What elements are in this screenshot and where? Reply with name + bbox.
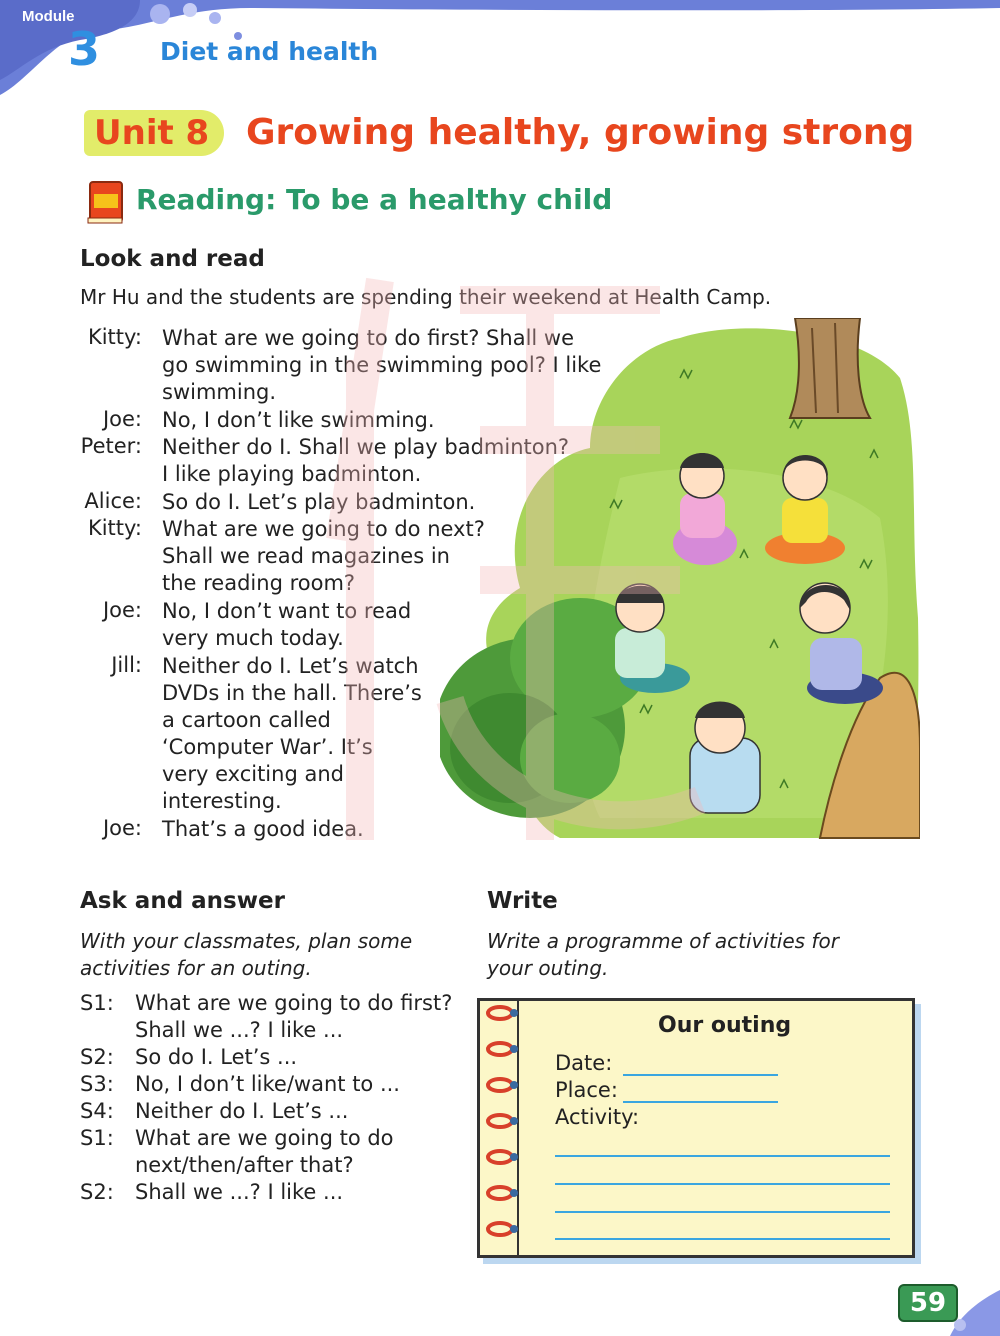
activity-field[interactable] xyxy=(555,1155,890,1157)
spiral-ring-icon xyxy=(484,1218,530,1240)
speaker-label: S1: xyxy=(80,1126,114,1150)
prompt-text: Neither do I. Let’s ... xyxy=(135,1099,349,1123)
activity-field[interactable] xyxy=(555,1211,890,1213)
module-header-band xyxy=(0,0,1000,95)
prompt-text: Shall we ...? I like ... xyxy=(135,1180,344,1204)
dialogue-text: very much today. xyxy=(162,626,344,650)
dialogue-text: interesting. xyxy=(162,789,282,813)
write-heading: Write xyxy=(487,888,558,914)
unit-title: Growing healthy, growing strong xyxy=(246,112,915,153)
dialogue-text: DVDs in the hall. There’s xyxy=(162,681,422,705)
list-item xyxy=(80,1152,354,1179)
dialogue-text: Shall we read magazines in xyxy=(162,544,450,568)
activity-label: Activity: xyxy=(555,1105,640,1129)
look-and-read-intro: Mr Hu and the students are spending their weekend at Health Camp. xyxy=(80,285,772,309)
prompt-text: So do I. Let’s ... xyxy=(135,1045,298,1069)
activity-field[interactable] xyxy=(555,1183,890,1185)
date-field[interactable] xyxy=(623,1074,778,1076)
prompt-text: Shall we ...? I like ... xyxy=(135,1018,344,1042)
ask-answer-list xyxy=(0,990,470,1220)
place-label: Place: xyxy=(555,1078,618,1102)
prompt-text: What are we going to do first? xyxy=(135,991,453,1015)
ask-instruction-line: With your classmates, plan some xyxy=(80,929,413,953)
list-item xyxy=(80,1017,343,1044)
ask-instruction-line: activities for an outing. xyxy=(80,956,312,980)
dialogue-text: a cartoon called xyxy=(162,708,331,732)
list-item xyxy=(80,1044,297,1071)
dialogue-text: I like playing badminton. xyxy=(162,462,422,486)
dialogue-text: What are we going to do first? Shall we xyxy=(162,326,575,350)
dialogue-text: ‘Computer War’. It’s xyxy=(162,735,373,759)
speaker-label: S2: xyxy=(80,1045,114,1069)
dialogue-text: Neither do I. Shall we play badminton? xyxy=(162,435,570,459)
speaker-name: Alice: xyxy=(84,489,142,513)
watermark-logo xyxy=(300,240,720,900)
dialogue-text: very exciting and xyxy=(162,762,344,786)
write-instruction-line: your outing. xyxy=(487,956,609,980)
speaker-name: Kitty: xyxy=(87,516,142,540)
spiral-ring-icon xyxy=(484,1038,530,1060)
prompt-text: What are we going to do xyxy=(135,1126,394,1150)
speaker-name: Joe: xyxy=(102,407,142,431)
speaker-label: S4: xyxy=(80,1099,114,1123)
unit-label: Unit 8 xyxy=(94,113,210,153)
module-number: 3 xyxy=(68,22,101,76)
speaker-name: Joe: xyxy=(102,598,142,622)
prompt-text: next/then/after that? xyxy=(135,1153,354,1177)
book-icon xyxy=(84,178,128,226)
speaker-name: Joe: xyxy=(102,816,142,840)
spiral-ring-icon xyxy=(484,1182,530,1204)
dialogue-text: What are we going to do next? xyxy=(162,517,485,541)
page-number: 59 xyxy=(898,1284,958,1322)
place-field[interactable] xyxy=(623,1101,778,1103)
speaker-name: Peter: xyxy=(80,434,142,458)
dialogue-text: That’s a good idea. xyxy=(162,817,364,841)
dialogue-text: No, I don’t like swimming. xyxy=(162,408,435,432)
write-instruction-line: Write a programme of activities for xyxy=(487,929,839,953)
dialogue-text: No, I don’t want to read xyxy=(162,599,412,623)
list-item xyxy=(80,1071,400,1098)
speaker-name: Kitty: xyxy=(87,325,142,349)
module-label: Module xyxy=(22,8,75,25)
notebook-title: Our outing xyxy=(658,1013,792,1038)
spiral-ring-icon xyxy=(484,1002,530,1024)
activity-field[interactable] xyxy=(555,1238,890,1240)
spiral-ring-icon xyxy=(484,1110,530,1132)
prompt-text: No, I don’t like/want to ... xyxy=(135,1072,400,1096)
module-title: Diet and health xyxy=(160,37,379,66)
spiral-ring-icon xyxy=(484,1074,530,1096)
speaker-label: S2: xyxy=(80,1180,114,1204)
dialogue-text: Neither do I. Let’s watch xyxy=(162,654,419,678)
reading-title: Reading: To be a healthy child xyxy=(136,183,613,216)
list-item xyxy=(80,1125,394,1152)
speaker-name: Jill: xyxy=(111,653,142,677)
list-item xyxy=(80,990,452,1017)
list-item xyxy=(80,1179,343,1206)
look-and-read-heading: Look and read xyxy=(80,246,265,272)
speaker-label: S1: xyxy=(80,991,114,1015)
dialogue-text: swimming. xyxy=(162,380,277,404)
dialogue-text: go swimming in the swimming pool? I like xyxy=(162,353,602,377)
dialogue-text: the reading room? xyxy=(162,571,356,595)
ask-and-answer-heading: Ask and answer xyxy=(80,888,285,914)
dialogue-text: So do I. Let’s play badminton. xyxy=(162,490,476,514)
spiral-ring-icon xyxy=(484,1146,530,1168)
date-label: Date: xyxy=(555,1051,613,1075)
speaker-label: S3: xyxy=(80,1072,114,1096)
list-item xyxy=(80,1098,348,1125)
